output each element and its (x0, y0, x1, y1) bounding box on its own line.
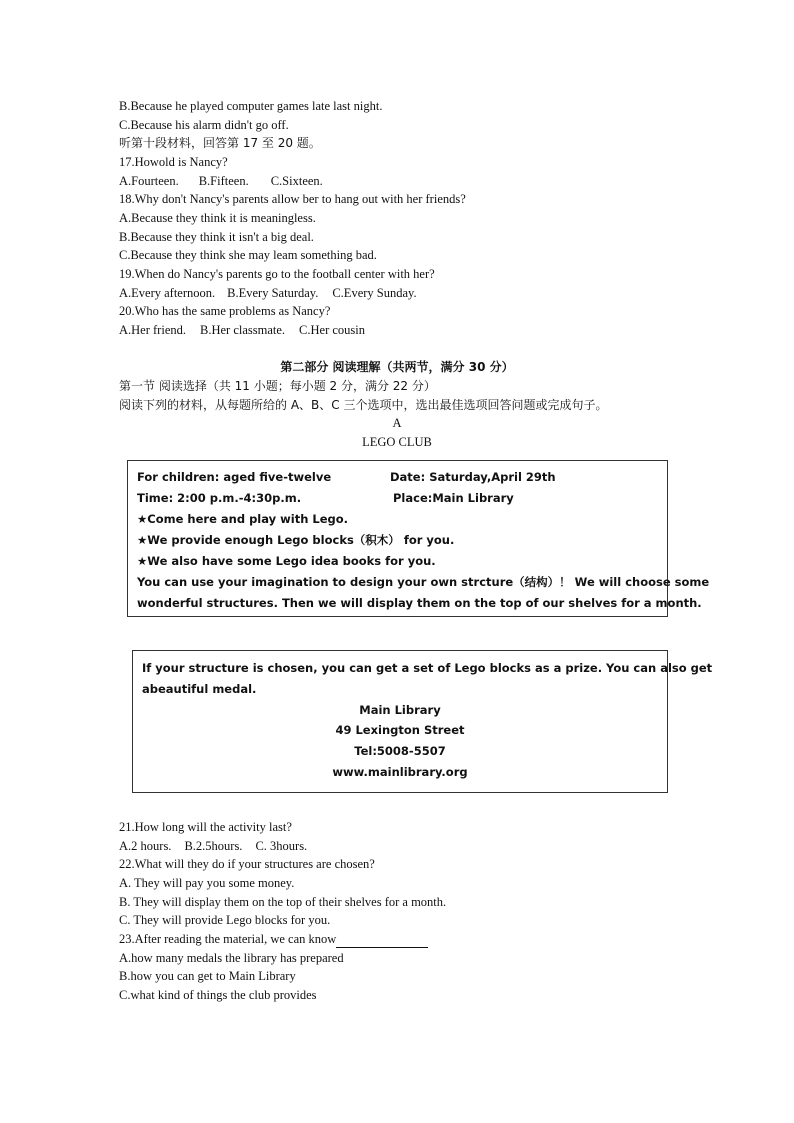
prize-line2: abeautiful medal. (142, 682, 257, 696)
q17-option-c: C.Sixteen. (270, 174, 323, 188)
answer-blank (336, 934, 428, 948)
reading-instruction: 阅读下列的材料，从每题所给的 A、B、C 三个选项中，选出最佳选项回答问题或完成句子。 (119, 398, 608, 412)
q23-option-c: C.what kind of things the club provides (119, 988, 317, 1002)
q19-question: 19.When do Nancy's parents go to the football center with her? (119, 267, 435, 281)
event-time: Time: 2:00 p.m.-4:30p.m. (137, 491, 302, 505)
q18-question: 18.Why don't Nancy's parents allow ber to hang out with her friends? (119, 192, 466, 206)
q16-option-c: C.Because his alarm didn't go off. (119, 118, 289, 132)
q18-option-b: B.Because they think it isn't a big deal. (119, 230, 314, 244)
q19-option-b: B.Every Saturday. (227, 286, 319, 300)
listening-instruction: 听第十段材料，回答第 17 至 20 题。 (119, 136, 321, 150)
q22-option-b: B. They will display them on the top of their shelves for a month. (119, 895, 447, 909)
q23-question: 23.After reading the material, we can know (119, 932, 337, 946)
q19-options (119, 284, 417, 302)
part2-title: 第二部分 阅读理解（共两节，满分 30 分） (280, 360, 514, 374)
design-paragraph-line1: You can use your imagination to design your own strcture（结构）！ We will choose some (137, 575, 710, 589)
library-tel: Tel:5008-5507 (354, 744, 446, 758)
q20-option-c: C.Her cousin (299, 323, 366, 337)
q21-question: 21.How long will the activity last? (119, 820, 292, 834)
q23-option-a: A.how many medals the library has prepared (119, 951, 344, 965)
q17-options (119, 172, 323, 190)
q21-options (119, 837, 307, 855)
q17-option-a: A.Fourteen. (119, 174, 179, 188)
q22-option-a: A. They will pay you some money. (119, 876, 295, 890)
library-website: www.mainlibrary.org (332, 765, 468, 779)
library-address: 49 Lexington Street (335, 723, 465, 737)
lego-club-info-box (127, 460, 710, 617)
event-date: Date: Saturday,April 29th (390, 470, 556, 484)
q20-option-b: B.Her classmate. (200, 323, 286, 337)
section1-heading: 第一节 阅读选择（共 11 小题；每小题 2 分，满分 22 分） (119, 379, 436, 393)
prize-line1: If your structure is chosen, you can get a set of Lego blocks as a prize. You can also get (142, 661, 713, 675)
q21-option-c: C. 3hours. (255, 839, 308, 853)
q20-option-a: A.Her friend. (119, 323, 186, 337)
q17-option-b: B.Fifteen. (198, 174, 249, 188)
q17-question: 17.Howold is Nancy? (119, 155, 228, 169)
children-age: For children: aged five-twelve (137, 470, 332, 484)
q18-option-a: A.Because they think it is meaningless. (119, 211, 316, 225)
feature-idea-books: ★We also have some Lego idea books for you. (137, 554, 436, 568)
q19-option-a: A.Every afternoon. (119, 286, 216, 300)
design-paragraph-line2: wonderful structures. Then we will display them on the top of our shelves for a month. (137, 596, 702, 610)
q18-option-c: C.Because they think she may leam something bad. (119, 248, 377, 262)
library-name: Main Library (359, 703, 441, 717)
q20-options (119, 321, 365, 339)
event-place: Place:Main Library (393, 491, 514, 505)
feature-play: ★Come here and play with Lego. (137, 512, 349, 526)
q23-question-line (119, 930, 428, 948)
q16-option-b: B.Because he played computer games late last night. (119, 99, 383, 113)
passage-title: LEGO CLUB (362, 435, 432, 449)
passage-label: A (392, 416, 402, 430)
q21-option-a: A.2 hours. (119, 839, 172, 853)
feature-blocks: ★We provide enough Lego blocks（积木） for you. (137, 533, 455, 547)
q19-option-c: C.Every Sunday. (332, 286, 417, 300)
q23-option-b: B.how you can get to Main Library (119, 969, 296, 983)
q20-question: 20.Who has the same problems as Nancy? (119, 304, 331, 318)
q21-option-b: B.2.5hours. (184, 839, 243, 853)
prize-contact-box (132, 650, 713, 793)
q22-option-c: C. They will provide Lego blocks for you. (119, 913, 331, 927)
q22-question: 22.What will they do if your structures are chosen? (119, 857, 375, 871)
